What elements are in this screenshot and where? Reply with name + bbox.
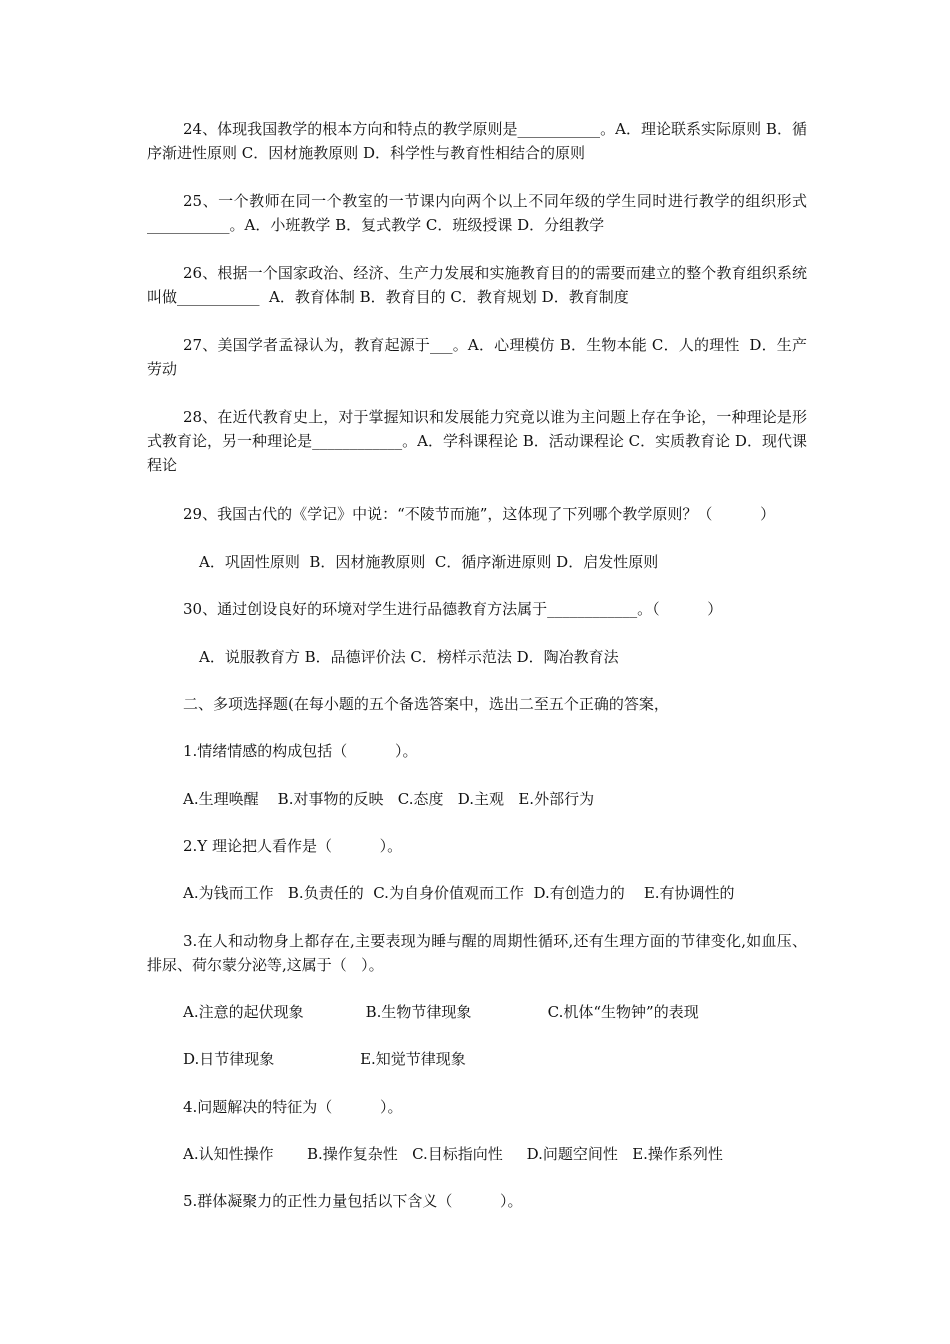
multi-question-3-options-b: D.日节律现象 E.知觉节律现象	[183, 1050, 466, 1068]
multi-question-2-options: A.为钱而工作 B.负责任的 C.为自身价值观而工作 D.有创造力的 E.有协调性的	[183, 884, 735, 902]
question-27: 27、美国学者孟禄认为，教育起源于___。A．心理模仿 B．生物本能 C．人的理性 D．生产劳动	[147, 336, 807, 378]
question-29-options: A．巩固性原则 B．因材施教原则 C．循序渐进原则 D．启发性原则	[199, 553, 659, 571]
multi-question-1-options: A.生理唤醒 B.对事物的反映 C.态度 D.主观 E.外部行为	[183, 790, 595, 808]
question-26: 26、根据一个国家政治、经济、生产力发展和实施教育目的的需要而建立的整个教育组织系统叫做___________ A．教育体制 B．教育目的 C．教育规划 D．教育制度	[147, 264, 807, 306]
section-2-heading: 二、多项选择题(在每小题的五个备选答案中，选出二至五个正确的答案，	[183, 695, 669, 713]
multi-question-1-stem: 1.情绪情感的构成包括（ ）。	[183, 742, 418, 760]
multi-question-5-stem: 5.群体凝聚力的正性力量包括以下含义（ ）。	[183, 1192, 523, 1210]
question-29-stem: 29、我国古代的《学记》中说：“不陵节而施”，这体现了下列哪个教学原则？（ ）	[183, 505, 776, 523]
multi-question-4-options: A.认知性操作 B.操作复杂性 C.目标指向性 D.问题空间性 E.操作系列性	[183, 1145, 723, 1163]
question-24: 24、体现我国教学的根本方向和特点的教学原则是___________。A．理论联系实际原则 B．循序渐进性原则 C．因材施教原则 D．科学性与教育性相结合的原则	[147, 120, 807, 162]
question-28: 28、在近代教育史上，对于掌握知识和发展能力究竟以谁为主问题上存在争论，一种理论是形式教育论，另一种理论是____________。A．学科课程论 B．活动课程论 C．实质教育论 D．现代课程论	[147, 408, 807, 474]
question-30-options: A．说服教育方 B．品德评价法 C．榜样示范法 D．陶冶教育法	[199, 648, 619, 666]
question-25: 25、一个教师在同一个教室的一节课内向两个以上不同年级的学生同时进行教学的组织形式___________。A．小班教学 B．复式教学 C．班级授课 D．分组教学	[147, 192, 807, 234]
multi-question-3-stem: 3.在人和动物身上都存在,主要表现为睡与醒的周期性循环,还有生理方面的节律变化,如血压、排尿、荷尔蒙分泌等,这属于（ ）。	[147, 932, 807, 974]
multi-question-3-options-a: A.注意的起伏现象 B.生物节律现象 C.机体“生物钟”的表现	[183, 1003, 699, 1021]
multi-question-2-stem: 2.Y 理论把人看作是（ ）。	[183, 837, 403, 855]
question-30-stem: 30、通过创设良好的环境对学生进行品德教育方法属于____________。（ ）	[183, 600, 723, 618]
multi-question-4-stem: 4.问题解决的特征为（ ）。	[183, 1098, 403, 1116]
